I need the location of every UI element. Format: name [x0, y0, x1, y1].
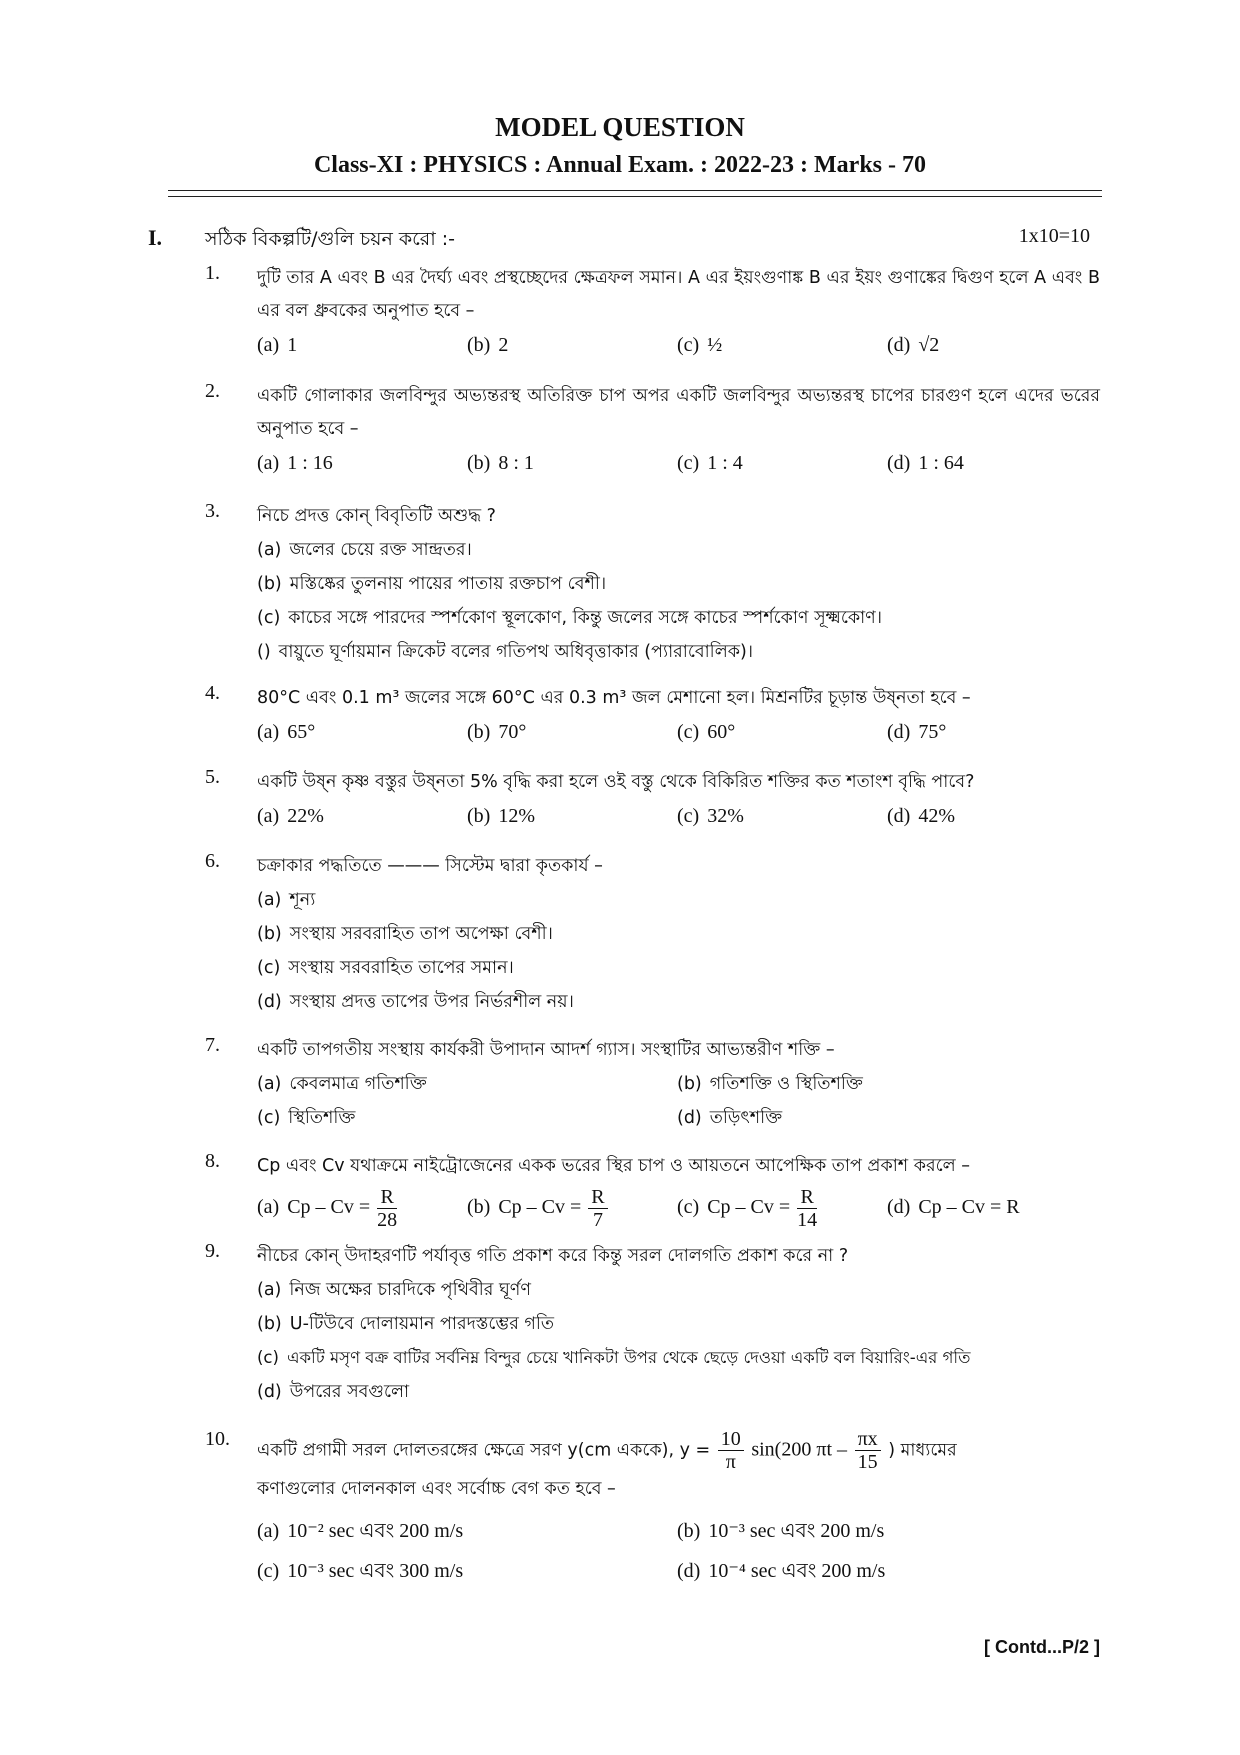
option-c: (c) সংস্থায় সরবরাহিত তাপের সমান। — [257, 958, 514, 978]
question-8 — [205, 1150, 1100, 1231]
option-b: (b) মস্তিষ্কের তুলনায় পায়ের পাতায় রক্তচাপ বেশী। — [257, 574, 607, 594]
question-2 — [205, 380, 1100, 480]
option-a: (a) 22% — [257, 805, 324, 827]
option-d: (d) উপরের সবগুলো — [257, 1382, 410, 1402]
option-a: (a) 65° — [257, 721, 316, 743]
option-d: (d) 42% — [887, 805, 955, 827]
question-number: 3. — [205, 500, 220, 522]
question-number: 4. — [205, 682, 220, 704]
options — [257, 715, 1100, 749]
question-number: 10. — [205, 1428, 230, 1450]
option-c: (c) একটি মসৃণ বক্র বাটির সর্বনিম্ন বিন্দুর চেয়ে খানিকটা উপর থেকে ছেড়ে দেওয়া একটি বল বিয়ারিং-এর গতি — [257, 1348, 971, 1367]
section-marks: 1x10=10 — [1018, 225, 1090, 247]
question-9 — [205, 1240, 1100, 1409]
question-4 — [205, 682, 1100, 749]
option-c: (c) Cp – Cv = $\frac{R}{14}$ — [677, 1185, 818, 1231]
option-b: (b) সংস্থায় সরবরাহিত তাপ অপেক্ষা বেশী। — [257, 924, 553, 944]
question-number: 6. — [205, 850, 220, 872]
question-5 — [205, 766, 1100, 833]
page-title: MODEL QUESTION — [495, 112, 745, 142]
question-text: চক্রাকার পদ্ধতিতে ——— সিস্টেম দ্বারা কৃতকার্য – — [257, 856, 603, 876]
option-b: (b) গতিশক্তি ও স্থিতিশক্তি — [677, 1074, 863, 1094]
options — [257, 446, 1100, 480]
option-b: (b) 12% — [467, 805, 535, 827]
option-b: (b) 2 — [467, 334, 509, 356]
option-c: (c) ½ — [677, 334, 723, 356]
continued-note: [ Contd...P/2 ] — [984, 1637, 1100, 1657]
question-text: একটি তাপগতীয় সংস্থায় কার্যকরী উপাদান আদর্শ গ্যাস। সংস্থাটির আভ্যন্তরীণ শক্তি – — [257, 1040, 835, 1060]
options — [257, 533, 1100, 669]
equation-part: sin(200 πt – — [751, 1438, 847, 1461]
question-text: একটি উষ্ন কৃষ্ণ বস্তুর উষ্নতা 5% বৃদ্ধি করা হলে ওই বস্তু থেকে বিকিরিত শক্তির কত শতাংশ বৃদ্ধি পাবে? — [257, 772, 975, 792]
question-3 — [205, 500, 1100, 669]
option-d: (d) Cp – Cv = R — [887, 1196, 1020, 1218]
option-d: (d) তড়িৎশক্তি — [677, 1108, 783, 1128]
fraction: $\frac{10}{\pi}$ — [718, 1428, 744, 1473]
section-title: সঠিক বিকল্পটি/গুলি চয়ন করো :- — [205, 228, 456, 250]
option-d: (d) 10⁻⁴ sec এবং 200 m/s — [677, 1560, 886, 1582]
question-number: 7. — [205, 1034, 220, 1056]
section-number: I. — [148, 225, 163, 250]
option-a: (a) শূন্য — [257, 890, 316, 910]
question-text-part: ) মাধ্যমের — [888, 1440, 957, 1461]
question-6 — [205, 850, 1100, 1019]
header-divider-bottom — [168, 196, 1102, 197]
question-text — [257, 1428, 1100, 1473]
fraction: $\frac{R}{14}$ — [797, 1185, 818, 1231]
option-d: (d) 1 : 64 — [887, 452, 964, 474]
question-text: একটি গোলাকার জলবিন্দুর অভ্যন্তরস্থ অতিরিক্ত চাপ অপর একটি জলবিন্দুর অভ্যন্তরস্থ চাপের চারগুণ হলে এদের ভরের অনুপাত হবে – — [257, 386, 1100, 439]
options — [257, 1183, 1100, 1231]
question-number: 2. — [205, 380, 220, 402]
question-text-part: একটি প্রগামী সরল দোলতরঙ্গের ক্ষেত্রে সরণ y(cm এককে), y = — [257, 1440, 711, 1461]
question-number: 8. — [205, 1150, 220, 1172]
question-7 — [205, 1034, 1100, 1135]
option-b: (b) U-টিউবে দোলায়মান পারদস্তম্ভের গতি — [257, 1314, 555, 1334]
options — [257, 1514, 1100, 1594]
option-b: (b) 70° — [467, 721, 527, 743]
option-d: (d) √2 — [887, 334, 940, 356]
option-c: (c) স্থিতিশক্তি — [257, 1108, 356, 1128]
options — [257, 883, 1100, 1019]
options — [257, 328, 1100, 362]
option-d: (d) সংস্থায় প্রদত্ত তাপের উপর নির্ভরশীল নয়। — [257, 992, 574, 1012]
question-text: Cp এবং Cv যথাক্রমে নাইট্রোজেনের একক ভরের স্থির চাপ ও আয়তনে আপেক্ষিক তাপ প্রকাশ করলে – — [257, 1156, 970, 1176]
question-number: 1. — [205, 262, 220, 284]
option-b: (b) Cp – Cv = $\frac{R}{7}$ — [467, 1183, 610, 1231]
question-number: 9. — [205, 1240, 220, 1262]
option-a: (a) নিজ অক্ষের চারদিকে পৃথিবীর ঘূর্ণণ — [257, 1280, 531, 1300]
option-c: (c) 1 : 4 — [677, 452, 743, 474]
question-text: দুটি তার A এবং B এর দৈর্ঘ্য এবং প্রস্থচ্ছেদের ক্ষেত্রফল সমান। A এর ইয়ংগুণাঙ্ক B এর ইয়ং গুণাঙ্কের দ্বিগুণ হলে A এবং B এর বল ধ্রুবকের অনুপাত হবে – — [257, 268, 1100, 321]
question-text: নিচে প্রদত্ত কোন্ বিবৃতিটি অশুদ্ধ ? — [257, 506, 496, 526]
options — [257, 1273, 1100, 1409]
options — [257, 799, 1100, 833]
option-c: (c) কাচের সঙ্গে পারদের স্পর্শকোণ স্থূলকোণ, কিন্তু জলের সঙ্গে কাচের স্পর্শকোণ সূক্ষ্মকোণ। — [257, 608, 883, 628]
options — [257, 1067, 1100, 1135]
option-a: (a) কেবলমাত্র গতিশক্তি — [257, 1074, 427, 1094]
fraction: $\frac{R}{7}$ — [588, 1186, 607, 1231]
question-10 — [205, 1428, 1100, 1594]
option-b: (b) 10⁻³ sec এবং 200 m/s — [677, 1520, 885, 1542]
fraction: $\frac{R}{28}$ — [377, 1185, 398, 1231]
question-1 — [205, 262, 1100, 362]
option-a: (a) জলের চেয়ে রক্ত সান্দ্রতর। — [257, 540, 472, 560]
fraction: $\frac{\pi x}{15}$ — [855, 1428, 881, 1473]
option-a: (a) 1 : 16 — [257, 452, 333, 474]
page-subtitle: Class-XI : PHYSICS : Annual Exam. : 2022-23 : Marks - 70 — [313, 152, 927, 178]
option-d: () বায়ুতে ঘূর্ণায়মান ক্রিকেট বলের গতিপথ অধিবৃত্তাকার (প্যারাবোলিক)। — [257, 642, 754, 662]
option-a: (a) Cp – Cv = $\frac{R}{28}$ — [257, 1185, 398, 1231]
header-divider-top — [168, 190, 1102, 191]
option-a: (a) 10⁻² sec এবং 200 m/s — [257, 1520, 464, 1542]
option-b: (b) 8 : 1 — [467, 452, 534, 474]
option-d: (d) 75° — [887, 721, 947, 743]
option-c: (c) 10⁻³ sec এবং 300 m/s — [257, 1560, 464, 1582]
question-number: 5. — [205, 766, 220, 788]
option-c: (c) 32% — [677, 805, 744, 827]
question-text: 80°C এবং 0.1 m³ জলের সঙ্গে 60°C এর 0.3 m³ জল মেশানো হল। মিশ্রনটির চূড়ান্ত উষ্নতা হবে – — [257, 688, 971, 708]
option-a: (a) 1 — [257, 334, 298, 356]
option-c: (c) 60° — [677, 721, 736, 743]
question-text: নীচের কোন্ উদাহরণটি পর্যাবৃত্ত গতি প্রকাশ করে কিন্তু সরল দোলগতি প্রকাশ করে না ? — [257, 1246, 849, 1266]
question-text-line2: কণাগুলোর দোলনকাল এবং সর্বোচ্চ বেগ কত হবে – — [257, 1479, 616, 1499]
